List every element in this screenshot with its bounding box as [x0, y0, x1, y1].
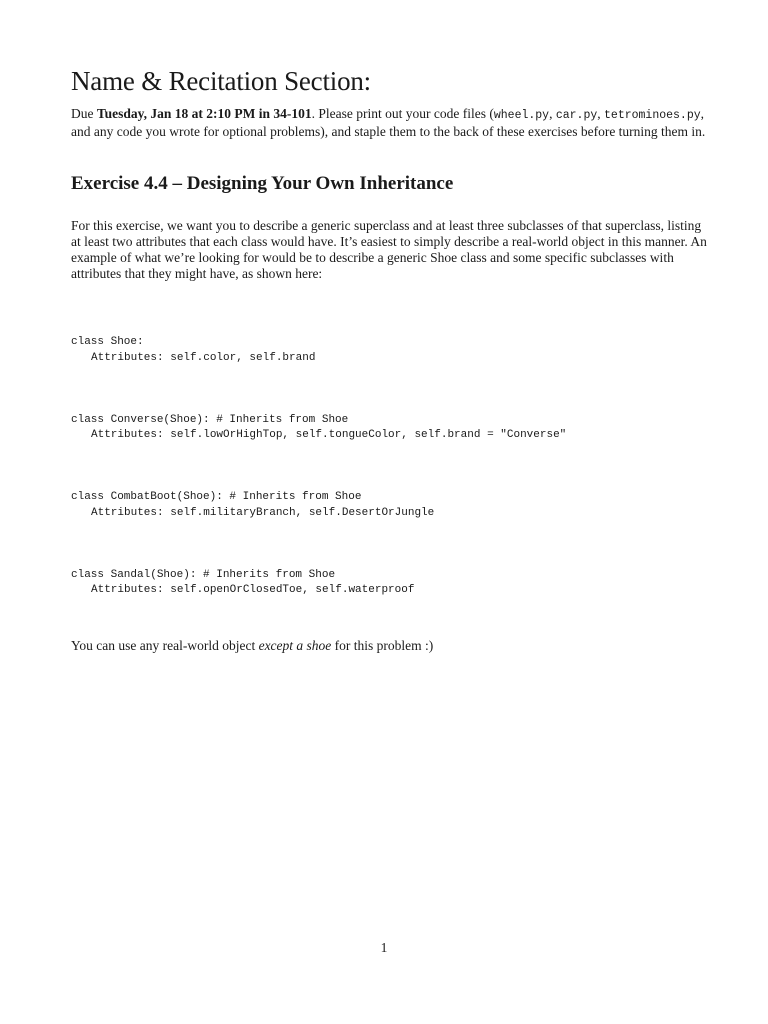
code-example	[71, 304, 707, 630]
file-separator: ,	[597, 106, 605, 121]
exercise-heading: Exercise 4.4 – Designing Your Own Inheritance	[71, 173, 454, 194]
code-class-line: class Sandal(Shoe): # Inherits from Shoe	[71, 568, 336, 581]
code-attributes-line: Attributes: self.lowOrHighTop, self.tongueColor, self.brand = "Converse"	[91, 429, 567, 441]
closing-suffix: for this problem :)	[331, 637, 434, 653]
due-prefix: Due	[71, 106, 97, 121]
code-attributes-line: Attributes: self.color, self.brand	[91, 351, 316, 364]
code-attributes-line: Attributes: self.openOrClosedToe, self.waterproof	[91, 584, 415, 596]
due-text-end: , and any code you wrote for optional problems), and staple them to the back of these exercises before turning them in.	[71, 106, 706, 139]
file-separator: ,	[549, 106, 556, 121]
code-class-line: class CombatBoot(Shoe): # Inherits from Shoe	[71, 491, 362, 503]
exercise-intro: For this exercise, we want you to describe a generic superclass and at least three subclasses of that superclass, listing at least two attributes that each class would have. It’s easiest to simply describe a real-world object in this manner. An example of what we’re looking for would be to describe a generic Shoe class and some specific subclasses with attributes that they might have, as shown here:	[71, 218, 707, 281]
code-attributes-line: Attributes: self.militaryBranch, self.DesertOrJungle	[91, 506, 435, 519]
code-block-combatboot	[71, 490, 707, 521]
code-class-line: class Converse(Shoe): # Inherits from Shoe	[71, 413, 349, 426]
closing-prefix: You can use any real-world object	[71, 637, 259, 653]
code-block-shoe	[71, 335, 707, 366]
page-number: 1	[380, 940, 388, 955]
document-page	[71, 64, 707, 654]
code-class-line: class Shoe:	[71, 336, 144, 348]
due-date: Tuesday, Jan 18 at 2:10 PM in 34-101	[96, 106, 312, 121]
due-text-after-date: . Please print out your code files (	[311, 106, 494, 121]
file-name-car: car.py	[555, 109, 598, 122]
page-title: Name & Recitation Section:	[71, 66, 371, 96]
due-paragraph	[71, 106, 707, 140]
file-name-tetrominoes: tetrominoes.py	[604, 109, 701, 122]
code-block-sandal	[71, 568, 707, 599]
closing-emphasis: except a shoe	[258, 637, 332, 653]
closing-note	[71, 638, 707, 654]
file-name-wheel: wheel.py	[493, 109, 550, 122]
code-block-converse	[71, 413, 707, 444]
